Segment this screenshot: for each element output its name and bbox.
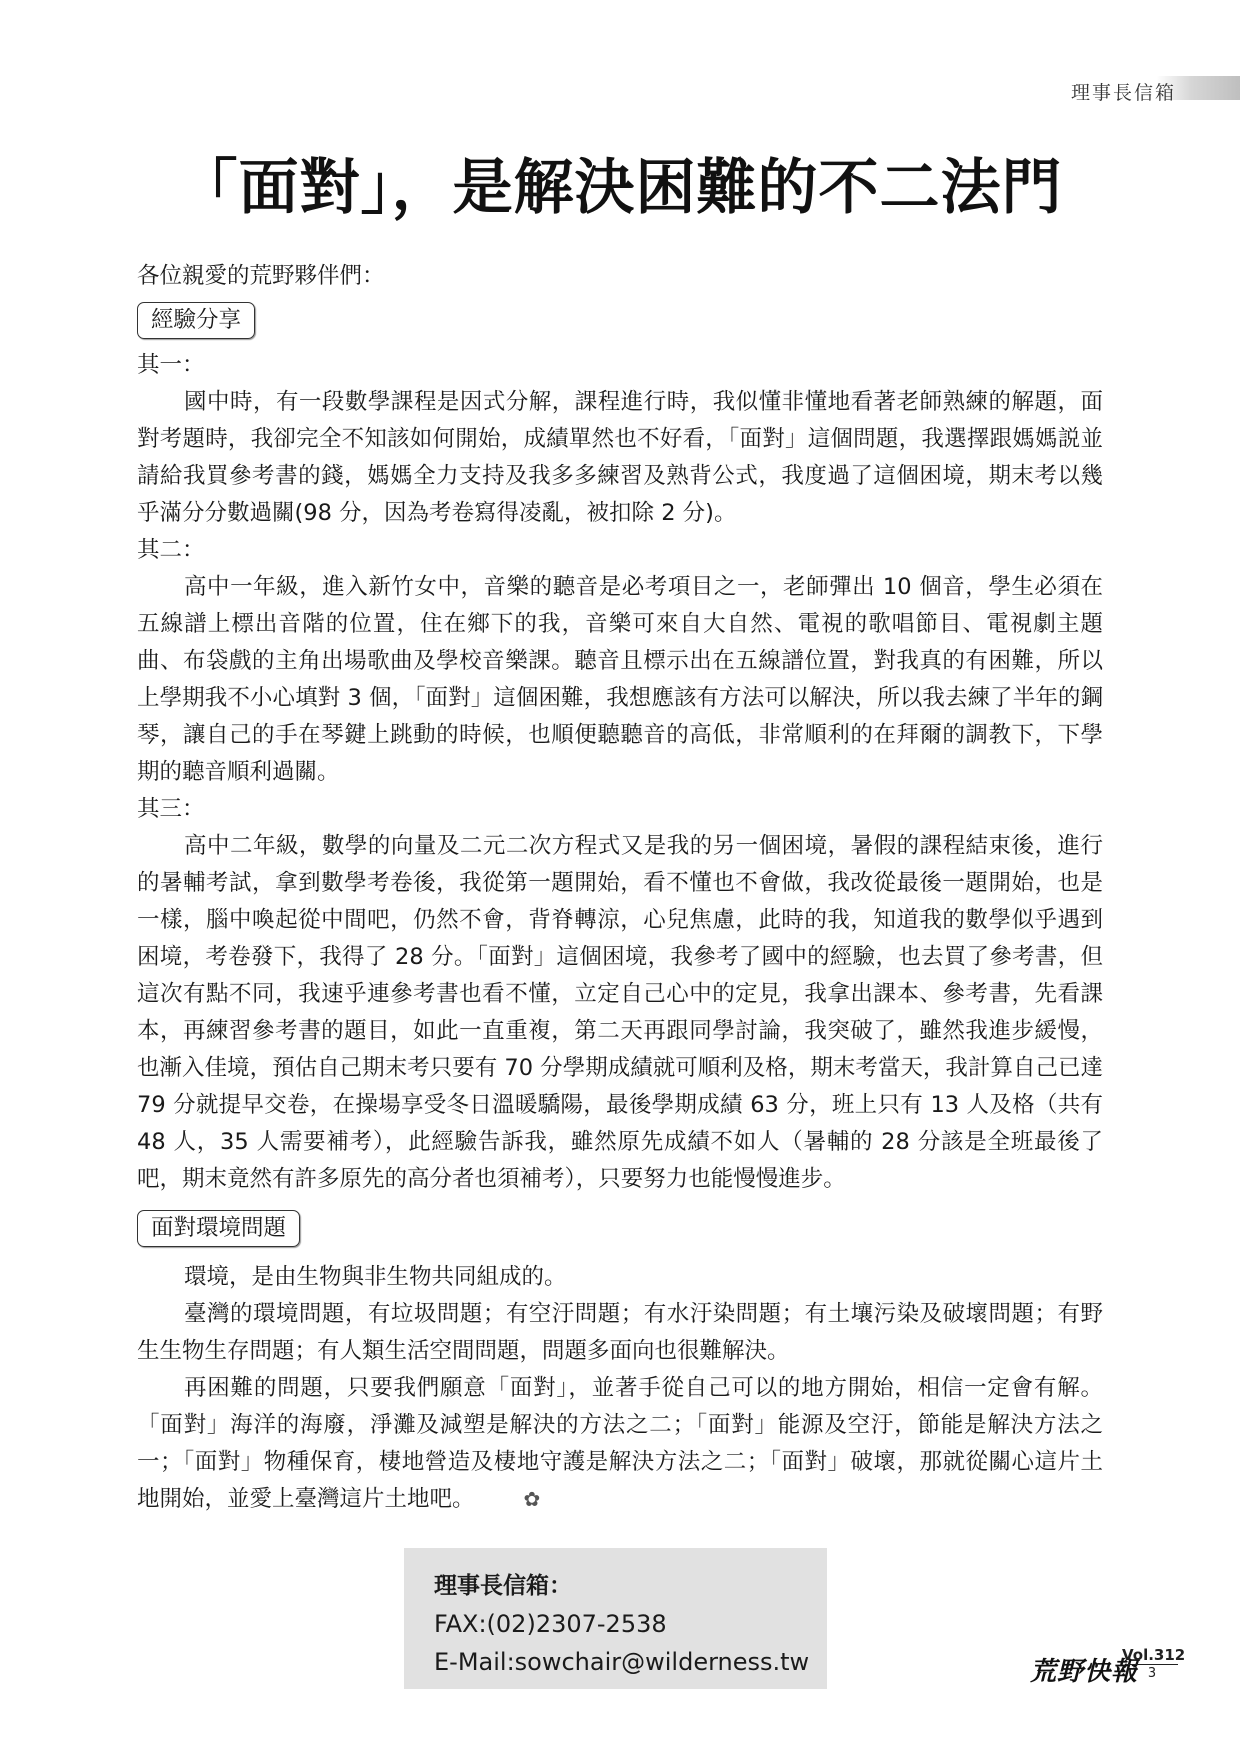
item-paragraph-3: 高中二年級，數學的向量及二元二次方程式又是我的另一個困境，暑假的課程結束後，進行的暑輔考試，拿到數學考卷後，我從第一題開始，看不懂也不會做，我改從最後一題開始，也是一樣，腦中喚起從中間吧，仍然不會，背脊轉涼，心兒焦慮，此時的我，知道我的數學似乎遇到困境，考卷發下，我得了 28 分。「面對」這個困境，我參考了國中的經驗，也去買了參考書，但這次有點不同，我速乎連參考書也看不懂，立定自己心中的定見，我拿出課本、參考書，先看課本，再練習參考書的題目，如此一直重複，第二天再跟同學討論，我突破了，雖然我進步緩慢，也漸入佳境，預估自己期末考只要有 70 分學期成績就可順利及格，期末考當天，我計算自己已達 79 分就提早交卷，在操場享受冬日溫暖驕陽，最後學期成績 63 分，班上只有 13 人及格（共有 48 人，35 人需要補考），此經驗告訴我，雖然原先成績不如人（暑輔的 28 分該是全班最後了吧，期末竟然有許多原先的高分者也須補考），只要努力也能慢慢進步。	[137, 833, 1103, 1192]
item-label-2: 其二：	[137, 537, 205, 563]
mailbox-info-box	[404, 1548, 827, 1689]
article-body	[137, 258, 1103, 1518]
mailbox-title: 理事長信箱：	[434, 1573, 572, 1599]
item-paragraph-1: 國中時，有一段數學課程是因式分解，課程進行時，我似懂非懂地看著老師熟練的解題，面對考題時，我卻完全不知該如何開始，成績單然也不好看，「面對」這個問題，我選擇跟媽媽説並請給我買參考書的錢，媽媽全力支持及我多多練習及熟背公式，我度過了這個困境，期末考以幾乎滿分分數過關(98 分，因為考卷寫得凌亂，被扣除 2 分)。	[137, 389, 1103, 526]
item-label-3: 其三：	[137, 796, 205, 822]
volume-divider	[1126, 1664, 1178, 1665]
env-paragraph-2: 臺灣的環境問題，有垃圾問題；有空汙問題；有水汙染問題；有土壤污染及破壞問題；有野生生物生存問題；有人類生活空間問題，問題多面向也很難解決。	[137, 1301, 1103, 1364]
section-heading-environment: 面對環境問題	[137, 1210, 300, 1247]
env-paragraph-1: 環境，是由生物與非生物共同組成的。	[184, 1264, 567, 1290]
volume-label: Vol.312	[1122, 1646, 1186, 1664]
mailbox-fax: FAX:(02)2307-2538	[434, 1610, 667, 1638]
article-title: 「面對」，是解決困難的不二法門	[177, 153, 1063, 223]
greeting: 各位親愛的荒野夥伴們：	[137, 263, 385, 289]
env-paragraph-3-text: 再困難的問題，只要我們願意「面對」，並著手從自己可以的地方開始，相信一定會有解。「面對」海洋的海廢，淨灘及減塑是解決的方法之二；「面對」能源及空汙，節能是解決方法之一；「面對」物種保育，棲地營造及棲地守護是解決方法之二；「面對」破壞，那就從關心這片土地開始，並愛上臺灣這片土地吧。	[137, 1375, 1103, 1512]
item-label-1: 其一：	[137, 352, 205, 378]
newsletter-logo: 荒野快報	[1030, 1657, 1139, 1687]
section-heading-experience: 經驗分享	[137, 302, 255, 339]
mailbox-email: E-Mail:sowchair@wilderness.tw	[434, 1648, 810, 1676]
section-label: 理事長信箱	[1071, 82, 1177, 104]
env-paragraph-3	[137, 1370, 1103, 1518]
volume-block	[1122, 1646, 1186, 1681]
item-paragraph-2: 高中一年級，進入新竹女中，音樂的聽音是必考項目之一，老師彈出 10 個音，學生必須在五線譜上標出音階的位置，住在鄉下的我，音樂可來自大自然、電視的歌唱節目、電視劇主題曲、布袋戲的主角出場歌曲及學校音樂課。聽音且標示出在五線譜位置，對我真的有困難，所以上學期我不小心填對 3 個，「面對」這個困難，我想應該有方法可以解決，所以我去練了半年的鋼琴，讓自己的手在琴鍵上跳動的時候，也順便聽聽音的高低，非常順利的在拜爾的調教下，下學期的聽音順利過關。	[137, 574, 1103, 785]
flower-ornament-icon: ✿	[523, 1487, 541, 1511]
page-number: 3	[1147, 1666, 1157, 1681]
